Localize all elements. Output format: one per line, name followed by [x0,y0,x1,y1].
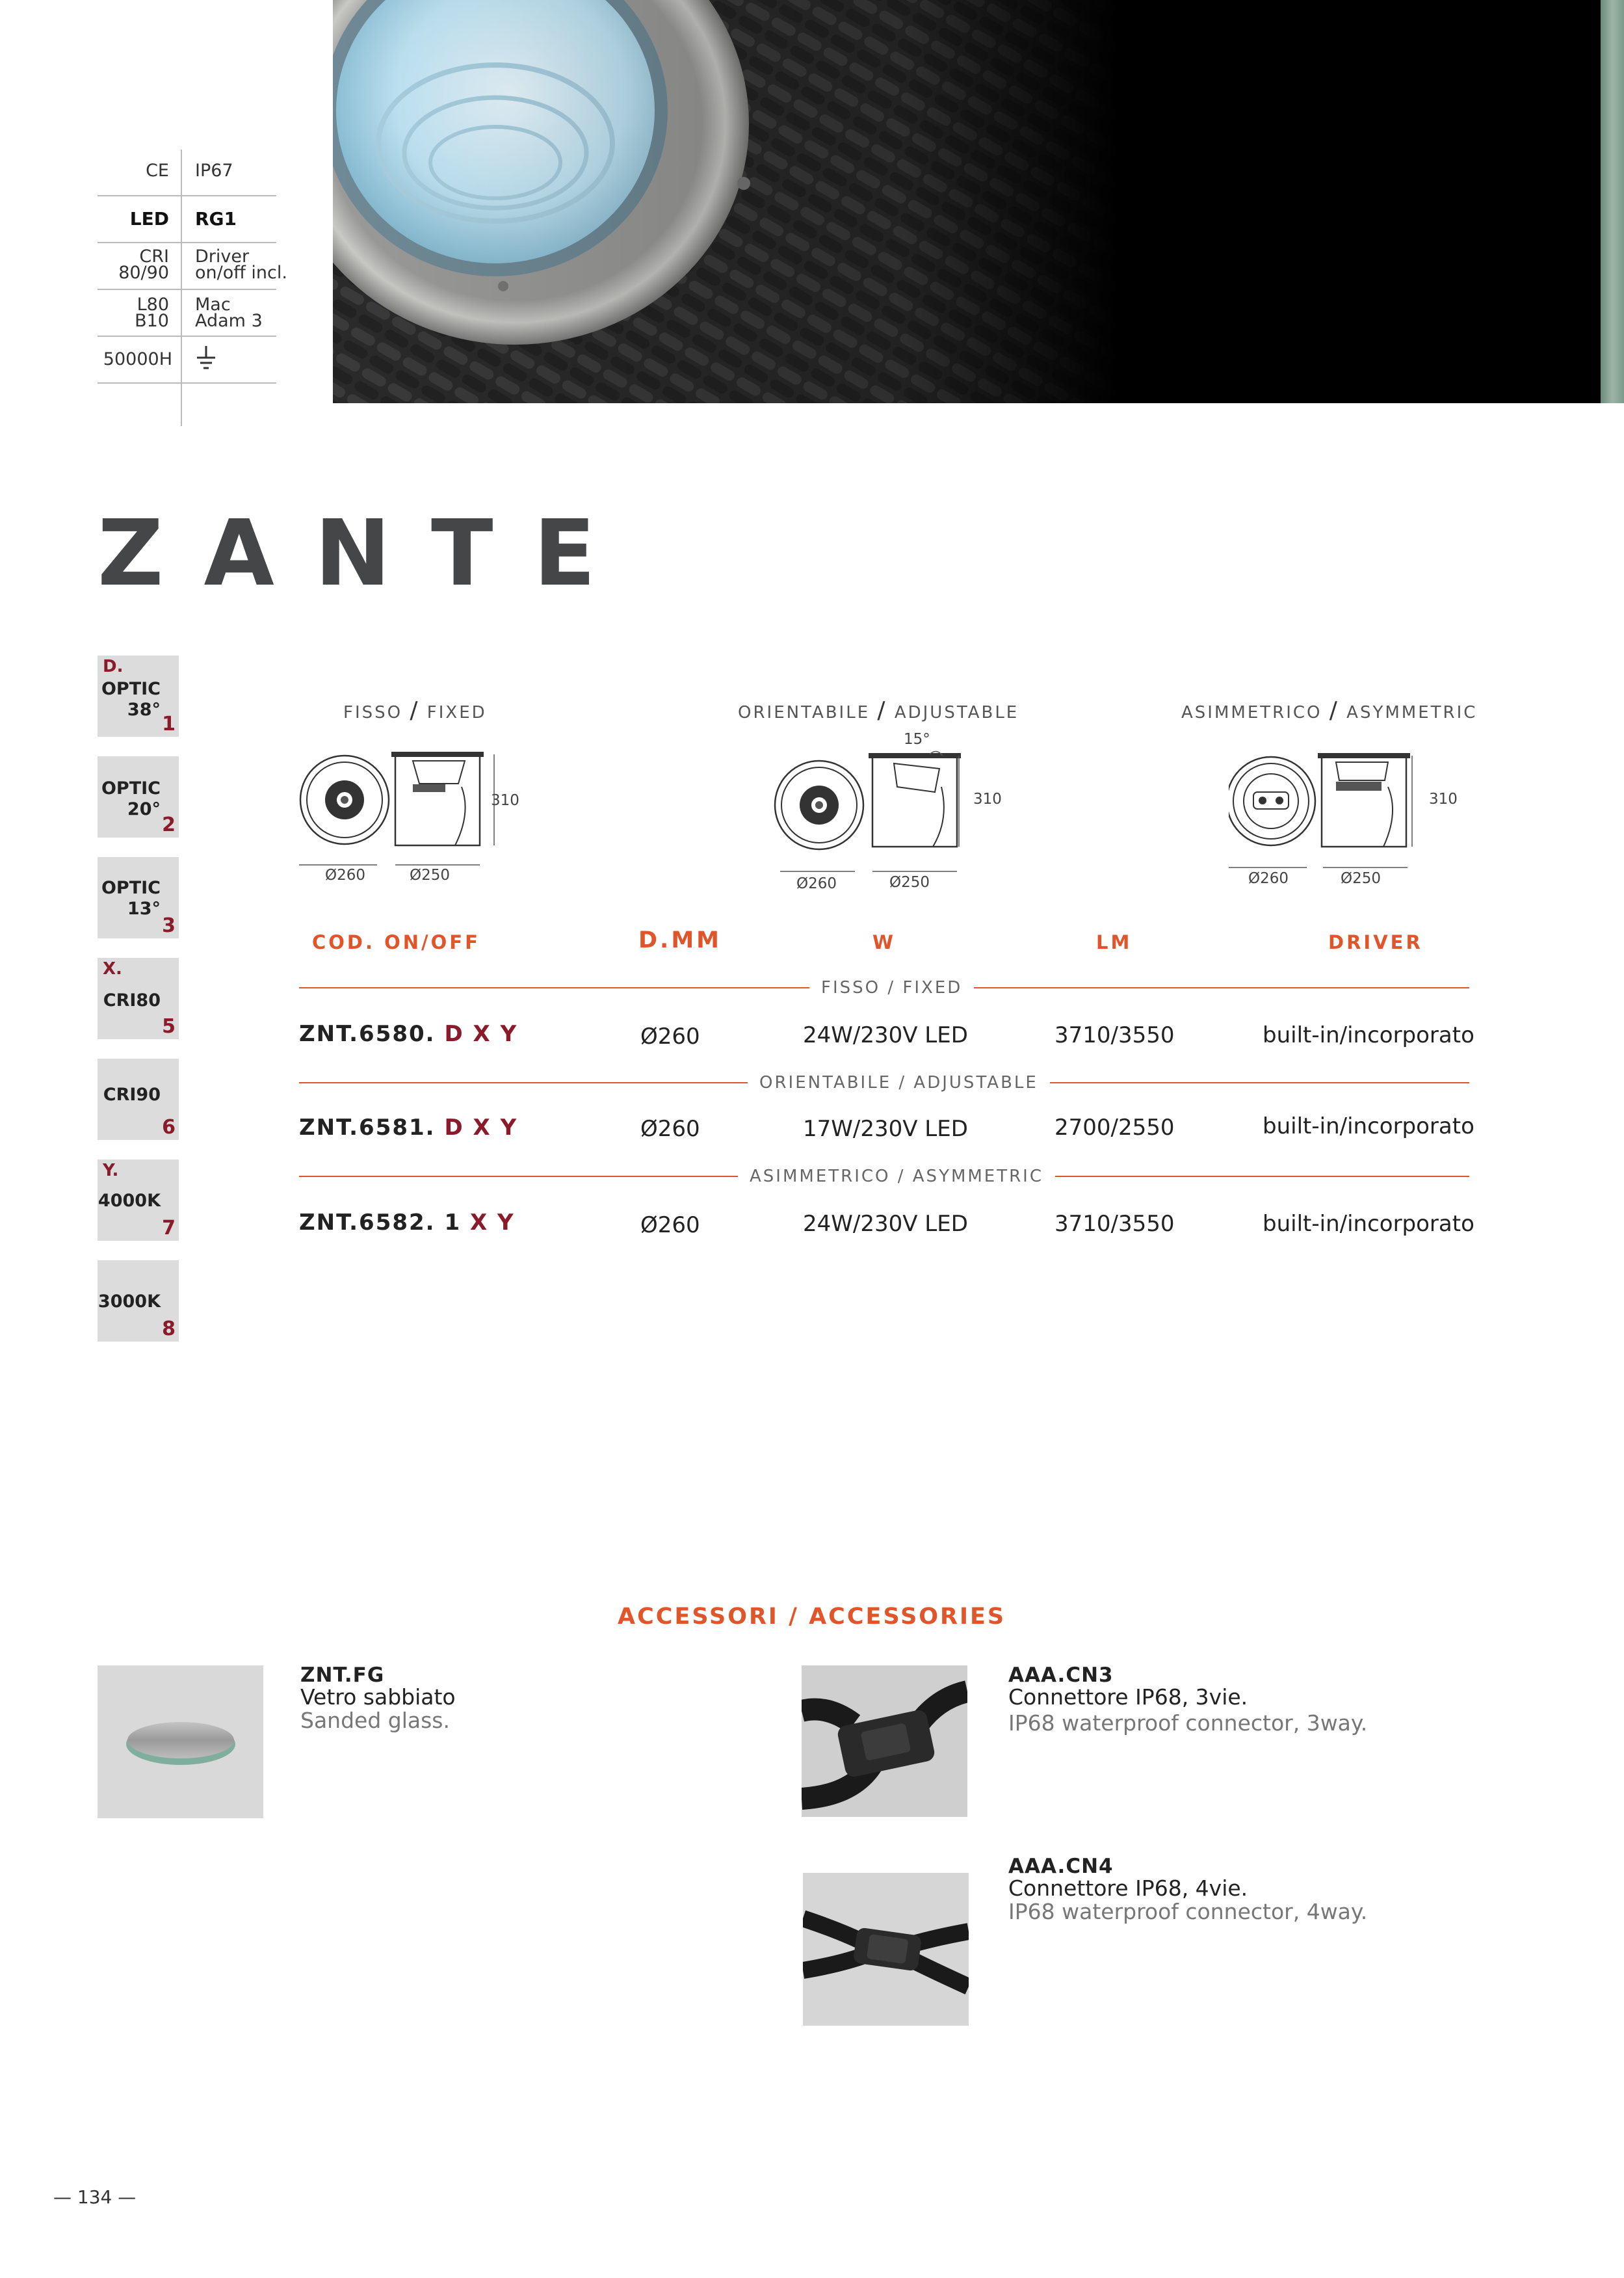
height-dim-adjustable: 310 [973,791,1002,808]
option-4000k [98,1159,179,1241]
option-optic-20 [98,756,179,838]
option-label: OPTIC [101,778,161,799]
watt-6582: 24W/230V LED [803,1211,968,1237]
lifetime-hours: 50000H [103,349,172,369]
watt-6581: 17W/230V LED [803,1116,968,1142]
option-label: OPTIC [101,878,161,898]
risk-group: RG1 [195,208,237,230]
watt-6580: 24W/230V LED [803,1022,968,1048]
outer-diameter-adjustable: Ø260 [796,875,837,892]
lumen-6581: 2700/2550 [1054,1115,1175,1141]
option-label: CRI80 [103,990,161,1011]
spec-row-hours [98,337,276,384]
accessory-code-cn3: AAA.CN3 [1008,1663,1114,1687]
diameter-6581: Ø260 [640,1116,700,1142]
option-number: 5 [162,1015,176,1038]
option-angle: 20° [127,799,161,819]
variant-title-adjustable: ORIENTABILE / ADJUSTABLE [738,697,1019,724]
drawing-asymmetric [1229,748,1463,887]
lifetime-class: L80 B10 [135,295,169,331]
accessory-desc-it-glass: Vetro sabbiato [300,1684,456,1710]
ip-rating: IP67 [195,161,233,181]
accessory-image-cn3 [802,1665,967,1817]
diameter-6582: Ø260 [640,1212,700,1238]
spec-divider [181,150,182,426]
spec-row-l80 [98,290,276,337]
accessory-image-glass [98,1665,263,1818]
ground-icon [195,345,217,376]
col-header-diameter: D.MM [638,927,722,953]
section-label-adjustable: ORIENTABILE / ADJUSTABLE [748,1073,1050,1093]
ce-mark: CE [146,161,169,181]
inner-diameter-fixed: Ø250 [410,867,451,884]
drawing-fixed [299,748,533,887]
option-cri90 [98,1059,179,1140]
led-label: LED [129,208,169,230]
option-label: CRI90 [103,1085,161,1105]
accessory-desc-en-glass: Sanded glass. [300,1708,450,1733]
spec-table [98,150,287,384]
option-number: 8 [162,1318,176,1340]
option-cri80 [98,958,179,1039]
lumen-6580: 3710/3550 [1054,1022,1175,1048]
outer-diameter-fixed: Ø260 [325,867,366,884]
product-code-6582: ZNT.6582. 1 X Y [299,1210,515,1236]
hero-photo [333,0,1601,403]
accessory-desc-it-cn4: Connettore IP68, 4vie. [1008,1875,1248,1901]
col-header-code: COD. ON/OFF [312,931,480,953]
option-group-x: X. [103,959,122,979]
spec-row-led [98,196,276,243]
option-label: 3000K [98,1291,161,1312]
accessory-desc-en-cn3: IP68 waterproof connector, 3way. [1008,1710,1368,1736]
option-number: 2 [162,814,176,836]
option-3000k [98,1260,179,1342]
diameter-6580: Ø260 [640,1024,700,1050]
col-header-lumen: LM [1096,931,1133,953]
drawing-adjustable [774,748,1008,887]
section-label-asymmetric: ASIMMETRICO / ASYMMETRIC [738,1167,1055,1186]
inner-diameter-adjustable: Ø250 [889,874,930,891]
product-code-6580: ZNT.6580. D X Y [299,1021,518,1047]
option-group-y: Y. [103,1161,119,1180]
option-angle: 38° [127,700,161,720]
accessory-image-cn4 [803,1873,969,2026]
option-group-d: D. [103,657,124,676]
product-code-6581: ZNT.6581. D X Y [299,1115,518,1141]
driver-6582: built-in/incorporato [1263,1211,1474,1237]
option-optic-13 [98,857,179,938]
spec-row-ce [98,150,276,196]
accessory-desc-en-cn4: IP68 waterproof connector, 4way. [1008,1899,1368,1924]
cri-value: CRI 80/90 [118,246,169,283]
accessory-desc-it-cn3: Connettore IP68, 3vie. [1008,1684,1248,1710]
option-number: 7 [162,1217,176,1239]
variant-title-fixed: FISSO / FIXED [343,697,487,724]
outer-diameter-asymmetric: Ø260 [1248,870,1289,887]
variant-title-asymmetric: ASIMMETRICO / ASYMMETRIC [1181,697,1478,724]
page-number: — 134 — [53,2186,137,2208]
option-number: 6 [162,1116,176,1139]
accessory-code-glass: ZNT.FG [300,1663,385,1687]
driver-6580: built-in/incorporato [1263,1022,1474,1048]
hero-edge-strip [1601,0,1624,403]
option-number: 1 [162,713,176,735]
option-number: 3 [162,914,176,937]
accessory-code-cn4: AAA.CN4 [1008,1855,1114,1878]
col-header-watt: W [872,931,896,953]
option-label: 4000K [98,1191,161,1211]
inner-diameter-asymmetric: Ø250 [1341,870,1382,887]
height-dim-fixed: 310 [491,792,519,809]
accessories-title: ACCESSORI / ACCESSORIES [618,1604,1006,1630]
driver-6581: built-in/incorporato [1263,1113,1474,1139]
lumen-6582: 3710/3550 [1054,1211,1175,1237]
driver-info: Driver on/off incl. [195,246,287,283]
height-dim-asymmetric: 310 [1429,791,1458,808]
option-optic-38 [98,656,179,737]
product-title: ZANTE [98,501,636,607]
option-angle: 13° [127,899,161,919]
col-header-driver: DRIVER [1328,931,1423,953]
option-label: OPTIC [101,679,161,699]
spec-row-cri [98,243,287,290]
macadam-value: Mac Adam 3 [195,295,263,331]
tilt-angle: 15° [904,731,930,748]
section-label-fixed: FISSO / FIXED [809,978,974,998]
